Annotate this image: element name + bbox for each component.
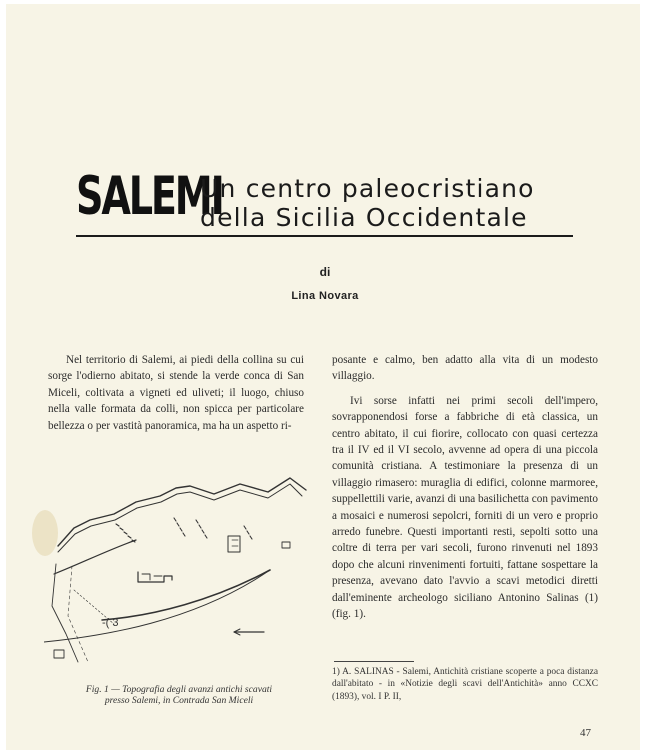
title-rule: [76, 235, 573, 237]
subtitle-line-2: della Sicilia Occidentale: [200, 203, 528, 232]
footnote: 1) A. SALINAS - Salemi, Antichità cristiane scoperte a poca distanza dall'abitato - in «Notizie degli scavi dell'Antichità» anno CCXC (1893), vol. I P. II,: [332, 667, 598, 702]
right-paragraph-1: posante e calmo, ben adatto alla vita di un modesto villaggio.: [332, 354, 598, 383]
left-paragraph-1: Nel territorio di Salemi, ai piedi della collina su cui sorge l'odierno abitato, si stende la verde conca di San Miceli, coltivata a vigneti ed uliveti; il luogo, chiuso nella valle formata da colli, non spicca per particolare bellezza o per vastità panoramica, ma ha un aspetto ri-: [48, 354, 304, 432]
subtitle-line-1: Un centro paleocristiano: [200, 174, 535, 203]
map-label: -( 3: [102, 617, 119, 629]
title-main: SALEMI: [76, 166, 223, 227]
caption-line-1: Fig. 1 — Topografia degli avanzi antichi scavati: [85, 684, 273, 695]
caption-line-2: presso Salemi, in Contrada San Miceli: [104, 695, 254, 706]
figure-caption: [48, 684, 310, 706]
right-paragraph-2: Ivi sorse infatti nei primi secoli dell'impero, sovrapponendosi forse a fabbriche di età classica, un centro abitato, il cui fiorire, collocato con quasi certezza tra il IV ed il VI secolo, avvenne ad opera di una piccola comunità cristiana. A testimoniare la presenza di un villaggio rimasero: muraglia di edifici, colonne marmoree, suppellettili varie, avanzi di una basilichetta con pavimento a mosaici e numerosi sepolcri, forniti di un vero e proprio arredo funebre. Questi importanti resti, sepolti sotto una coltre di terra per vari secoli, furono rinvenuti nel 1893 dopo che alcuni rinvenimenti fortuiti, fattane sospettare la presenza, avevano dato l'avvio a scavi metodici diretti dall'eminente archeologo siciliano Antonino Salinas (1) (fig. 1).: [332, 394, 598, 621]
right-column: [332, 352, 598, 623]
left-column: [48, 352, 304, 434]
footnote-rule: [334, 661, 414, 662]
topographic-map-figure: [44, 466, 312, 676]
page-number: 47: [580, 727, 591, 739]
byline-di: di: [319, 265, 331, 279]
author-name: Lina Novara: [291, 290, 359, 302]
title-block: [76, 166, 572, 236]
